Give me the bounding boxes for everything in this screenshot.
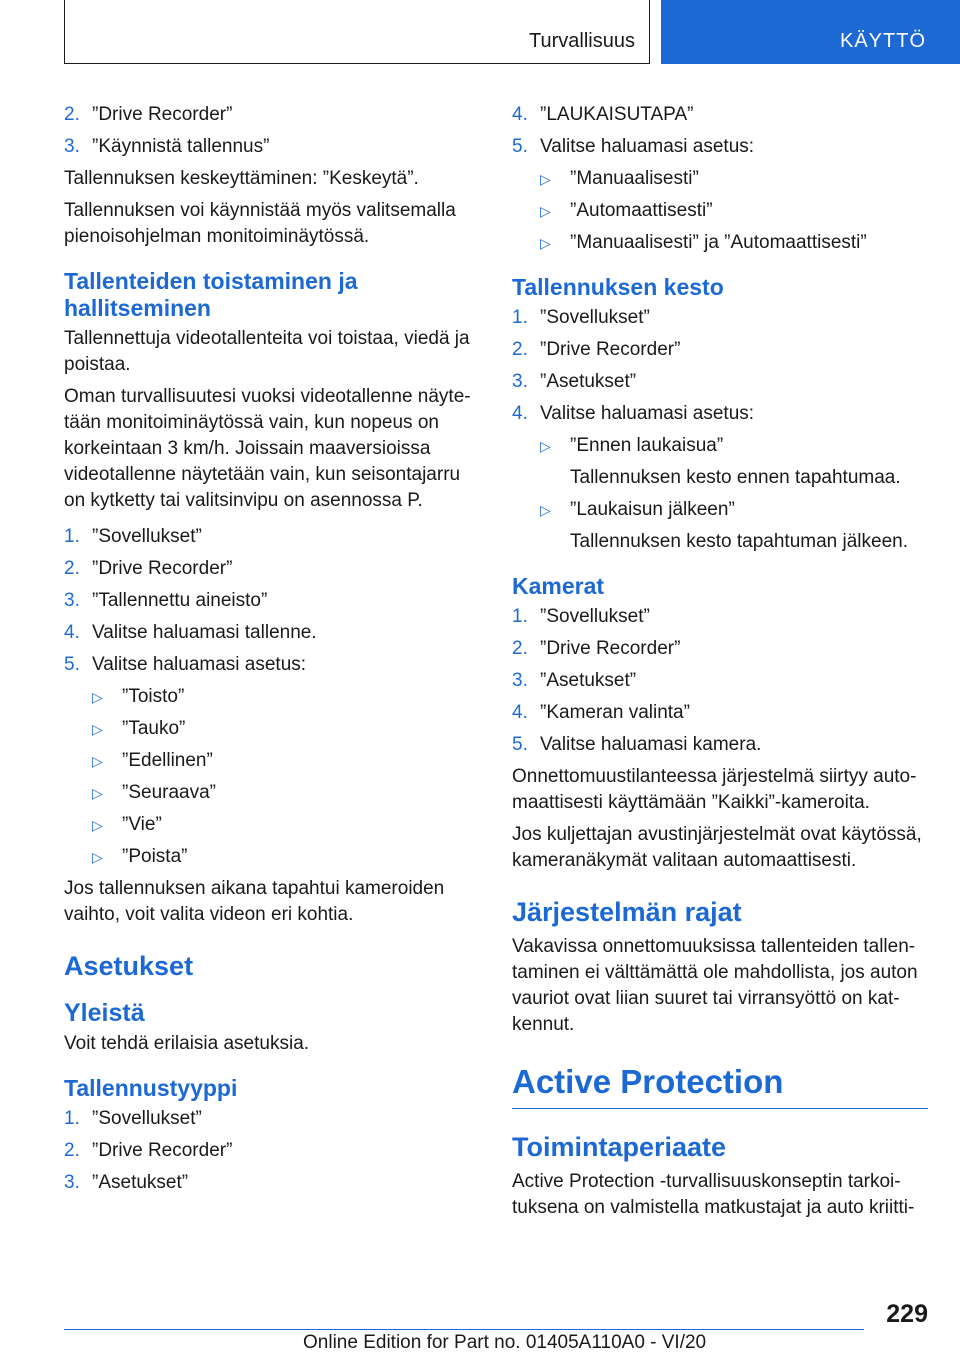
triangle-bullet-icon: ▷ (92, 753, 103, 769)
heading-settings: Asetukset (64, 951, 194, 981)
list-item (64, 1170, 476, 1196)
list-number: 1. (512, 606, 528, 627)
paragraph: Active Protection -turvallisuuskonseptin tarkoituksena on valmistella matkustajat ja auto kriitti- (512, 1171, 915, 1218)
list-item (64, 524, 476, 550)
page-number: 229 (886, 1300, 928, 1328)
list-text: ”Drive Recorder” (92, 104, 233, 125)
heading-general: Yleistä (64, 999, 145, 1027)
list-item (64, 1106, 476, 1132)
list-item (512, 604, 928, 630)
header-chapter-title: KÄYTTÖ (839, 30, 926, 52)
list-item (512, 305, 928, 331)
list-item (512, 700, 928, 726)
list-item (512, 134, 928, 160)
bullet-description: Tallennuksen kesto tapahtuman jälkeen. (570, 531, 909, 552)
list-number: 5. (64, 654, 80, 675)
list-number: 5. (512, 136, 528, 157)
bullet-item (92, 684, 476, 710)
bullet-text: ”Edellinen” (122, 750, 213, 771)
heading-principle: Toimintaperiaate (512, 1132, 727, 1162)
heading-system-limits: Järjestelmän rajat (512, 897, 742, 927)
heading-duration: Tallennuksen kesto (512, 274, 724, 300)
bullet-description: Tallennuksen kesto ennen tapahtumaa. (570, 467, 901, 488)
list-text: Valitse haluamasi asetus: (540, 403, 755, 424)
list-item (64, 588, 476, 614)
paragraph: Tallennuksen voi käynnistää myös valitsemalla pienoisohjelman monitoiminäytössä. (64, 200, 456, 247)
list-number: 2. (64, 104, 80, 125)
list-text: Valitse haluamasi tallenne. (92, 622, 317, 643)
list-text: Valitse haluamasi asetus: (92, 654, 307, 675)
list-text: ”Käynnistä tallennus” (92, 136, 270, 157)
triangle-bullet-icon: ▷ (92, 785, 103, 801)
list-text: ”Asetukset” (540, 371, 637, 392)
list-item (64, 652, 476, 678)
bullet-item (92, 844, 476, 870)
list-number: 1. (64, 1108, 80, 1129)
list-text: ”Drive Recorder” (92, 558, 233, 579)
list-text: ”LAUKAISUTAPA” (540, 104, 694, 125)
triangle-bullet-icon: ▷ (92, 817, 103, 833)
bullet-text: ”Toisto” (122, 686, 185, 707)
bullet-text: ”Seuraava” (122, 782, 216, 803)
paragraph: Jos tallennuksen aikana tapahtui kameroiden vaihto, voit valita videon eri kohtia. (64, 878, 445, 925)
left-column (64, 102, 476, 1202)
heading-cameras: Kamerat (512, 573, 605, 599)
list-item (64, 620, 476, 646)
list-number: 2. (64, 1140, 80, 1161)
list-number: 4. (64, 622, 80, 643)
list-item (64, 102, 476, 128)
list-item (512, 636, 928, 662)
list-number: 1. (512, 307, 528, 328)
right-column (512, 102, 928, 1227)
list-text: ”Sovellukset” (540, 307, 650, 328)
list-number: 3. (512, 371, 528, 392)
list-text: ”Drive Recorder” (92, 1140, 233, 1161)
bullet-text: ”Manuaalisesti” (570, 168, 699, 189)
footer-divider (64, 1329, 864, 1330)
header-chapter-tab (661, 0, 960, 64)
triangle-bullet-icon: ▷ (92, 721, 103, 737)
list-text: ”Asetukset” (540, 670, 637, 691)
list-text: ”Sovellukset” (92, 526, 202, 547)
list-item (512, 668, 928, 694)
paragraph: Jos kuljettajan avustinjärjestelmät ovat käytössä, kameranäkymät valitaan automaattisesti. (512, 824, 922, 871)
list-item (64, 556, 476, 582)
list-text: ”Kameran valinta” (540, 702, 690, 723)
list-item (512, 732, 928, 758)
list-item (64, 1138, 476, 1164)
triangle-bullet-icon: ▷ (92, 689, 103, 705)
list-text: Valitse haluamasi asetus: (540, 136, 755, 157)
list-number: 3. (64, 590, 80, 611)
list-number: 3. (64, 1172, 80, 1193)
paragraph: Tallennettuja videotallenteita voi toistaa, viedä ja poistaa. (64, 328, 470, 375)
paragraph: Vakavissa onnettomuuksissa tallenteiden tallentaminen ei välttämättä ole mahdollista, jos auton vauriot ovat liian suuret tai virransyöttö on katkennut. (512, 936, 918, 1035)
bullet-item (92, 812, 476, 838)
triangle-bullet-icon: ▷ (540, 235, 551, 251)
bullet-text: ”Ennen laukaisua” (570, 435, 724, 456)
list-item (512, 337, 928, 363)
list-text: ”Asetukset” (92, 1172, 189, 1193)
list-number: 5. (512, 734, 528, 755)
bullet-item (540, 230, 928, 256)
bullet-item (92, 716, 476, 742)
list-item (512, 401, 928, 427)
header-section-box (64, 0, 650, 64)
list-number: 2. (64, 558, 80, 579)
triangle-bullet-icon: ▷ (540, 171, 551, 187)
list-text: ”Drive Recorder” (540, 638, 681, 659)
bullet-text: ”Poista” (122, 846, 188, 867)
triangle-bullet-icon: ▷ (540, 203, 551, 219)
paragraph: Oman turvallisuutesi vuoksi videotallenne näytetään monitoiminäytössä vain, kun nopeus on korkeintaan 3 km/h. Joissain maaversioissa videotallenne näytetään vain, kun seisontajarru on kytketty tai valitsinvipu on asennossa P. (64, 386, 471, 511)
triangle-bullet-icon: ▷ (92, 849, 103, 865)
list-number: 1. (64, 526, 80, 547)
triangle-bullet-icon: ▷ (540, 502, 551, 518)
list-text: Valitse haluamasi kamera. (540, 734, 762, 755)
paragraph: Onnettomuustilanteessa järjestelmä siirtyy automaattisesti käyttämään ”Kaikki”-kameroita. (512, 766, 917, 813)
list-item (64, 134, 476, 160)
bullet-text: ”Tauko” (122, 718, 186, 739)
footer-edition: Online Edition for Part no. 01405A110A0 - VI/20 (303, 1332, 707, 1353)
list-number: 2. (512, 339, 528, 360)
list-number: 4. (512, 104, 528, 125)
bullet-text: ”Manuaalisesti” ja ”Automaattisesti” (570, 232, 867, 253)
bullet-item (540, 497, 928, 523)
list-number: 4. (512, 702, 528, 723)
bullet-item (540, 198, 928, 224)
bullet-text: ”Automaattisesti” (570, 200, 713, 221)
paragraph: Tallennuksen keskeyttäminen: ”Keskeytä”. (64, 168, 419, 189)
list-item (512, 102, 928, 128)
header-section-title: Turvallisuus (529, 30, 635, 52)
list-text: ”Sovellukset” (540, 606, 650, 627)
list-text: ”Sovellukset” (92, 1108, 202, 1129)
bullet-text: ”Laukaisun jälkeen” (570, 499, 735, 520)
paragraph: Voit tehdä erilaisia asetuksia. (64, 1033, 310, 1054)
bullet-item (92, 780, 476, 806)
bullet-item (540, 166, 928, 192)
bullet-text: ”Vie” (122, 814, 162, 835)
list-text: ”Drive Recorder” (540, 339, 681, 360)
triangle-bullet-icon: ▷ (540, 438, 551, 454)
list-number: 4. (512, 403, 528, 424)
heading-playback: Tallenteiden toistaminen ja hallitseminen (64, 268, 358, 321)
list-number: 3. (512, 670, 528, 691)
list-text: ”Tallennettu aineisto” (92, 590, 268, 611)
heading-recording-type: Tallennustyyppi (64, 1075, 238, 1101)
bullet-item (92, 748, 476, 774)
list-item (512, 369, 928, 395)
bullet-item (540, 433, 928, 459)
heading-active-protection: Active Protection (512, 1062, 928, 1109)
list-number: 2. (512, 638, 528, 659)
list-number: 3. (64, 136, 80, 157)
